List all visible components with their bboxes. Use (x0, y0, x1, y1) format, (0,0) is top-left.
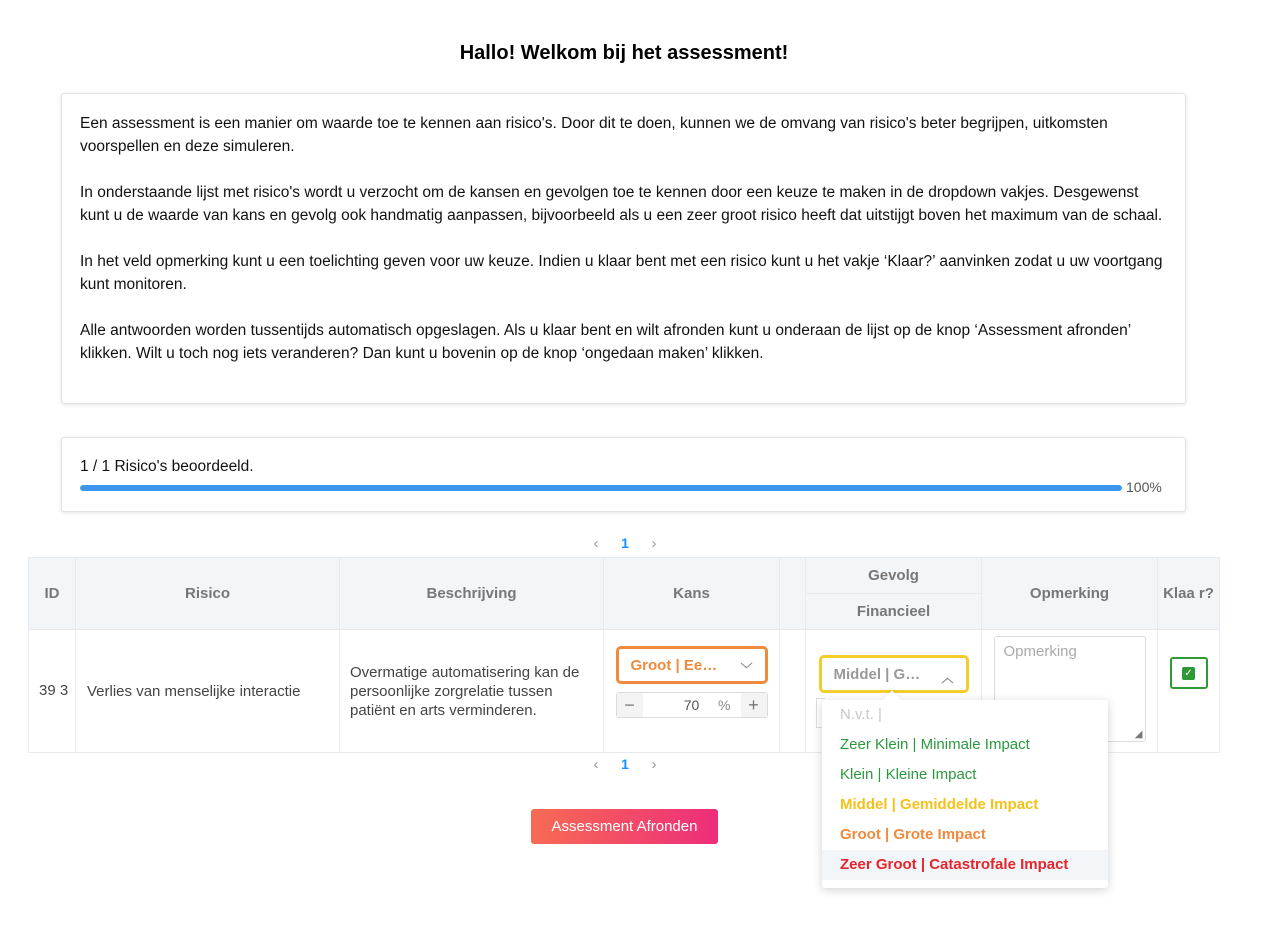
gevolg-select-value: Middel | G… (833, 665, 921, 683)
page-title: Hallo! Welkom bij het assessment! (459, 42, 789, 64)
dropdown-option-nvt: N.v.t. | (840, 706, 882, 723)
dropdown-option-zeer-klein[interactable]: Zeer Klein | Minimale Impact (840, 736, 1030, 753)
gevolg-dropdown-menu (822, 700, 1108, 888)
dropdown-option-groot[interactable]: Groot | Grote Impact (840, 826, 986, 843)
page-number[interactable]: 1 (621, 535, 629, 551)
resize-handle-icon[interactable]: ◢ (1134, 729, 1143, 740)
progress-percent: 100% (1126, 479, 1162, 495)
row-spacer (780, 630, 806, 753)
intro-paragraph-4: Alle antwoorden worden tussentijds automatisch opgeslagen. Als u klaar bent en wilt afronden kunt u onderaan de lijst op de knop ‘Assessment afronden’ klikken. Wilt u toch nog iets veranderen? Dan kunt u bovenin op de knop ‘ongedaan maken’ klikken. (80, 322, 1131, 362)
progress-label: 1 / 1 Risico's beoordeeld. (80, 458, 254, 475)
header-beschrijving: Beschrijving (340, 558, 604, 630)
row-klaar-cell (1158, 630, 1220, 753)
assessment-afronden-button[interactable]: Assessment Afronden (531, 809, 718, 844)
header-risico: Risico (76, 558, 340, 630)
intro-paragraph-1: Een assessment is een manier om waarde toe te kennen aan risico's. Door dit te doen, kunnen we de omvang van risico's beter begrijpen, uitkomsten voorspellen en deze simuleren. (80, 115, 1108, 155)
progress-fill (80, 485, 1122, 491)
pagination-top (590, 534, 660, 552)
intro-paragraph-3: In het veld opmerking kunt u een toelichting geven voor uw keuze. Indien u klaar bent met een risico kunt u het vakje ‘Klaar?’ aanvinken zodat u uw voortgang kunt monitoren. (80, 253, 1163, 293)
header-klaar: Klaa r? (1158, 558, 1220, 630)
header-gevolg: Gevolg (806, 558, 982, 594)
progress-track (80, 485, 1122, 491)
intro-card (61, 93, 1186, 404)
klaar-wrap (1159, 667, 1218, 707)
dropdown-option-klein[interactable]: Klein | Kleine Impact (840, 766, 977, 783)
chevron-left-icon[interactable]: ‹ (593, 534, 599, 552)
page-number[interactable]: 1 (621, 756, 629, 772)
check-icon: ✓ (1182, 667, 1195, 680)
kans-unit: % (718, 697, 731, 713)
chevron-up-icon: ︿ (941, 671, 954, 685)
row-kans-cell (604, 630, 780, 753)
chevron-left-icon[interactable]: ‹ (593, 755, 599, 773)
progress-card (61, 437, 1186, 512)
pagination-bottom (590, 755, 660, 773)
dropdown-option-zeer-groot[interactable]: Zeer Groot | Catastrofale Impact (822, 850, 1108, 880)
row-beschrijving: Overmatige automatisering kan de persoonlijke zorgrelatie tussen patiënt en arts verminderen. (340, 630, 604, 753)
kans-stepper[interactable] (616, 692, 768, 718)
progress-bar (80, 479, 1170, 495)
chevron-right-icon[interactable]: › (651, 755, 657, 773)
header-kans: Kans (604, 558, 780, 630)
kans-select[interactable] (616, 646, 768, 684)
kans-value[interactable]: 70 (683, 697, 700, 713)
minus-icon[interactable]: − (617, 693, 643, 717)
header-id: ID (29, 558, 76, 630)
row-id: 39 3 (29, 630, 76, 753)
row-risico: Verlies van menselijke interactie (76, 630, 340, 753)
plus-icon[interactable]: + (741, 693, 767, 717)
klaar-checkbox[interactable] (1170, 657, 1208, 689)
chevron-right-icon[interactable]: › (651, 534, 657, 552)
dropdown-option-middel[interactable]: Middel | Gemiddelde Impact (840, 796, 1039, 813)
gevolg-select[interactable] (819, 655, 969, 693)
intro-paragraph-2: In onderstaande lijst met risico's wordt u verzocht om de kansen en gevolgen toe te kennen door een keuze te maken in de dropdown vakjes. Desgewenst kunt u de waarde van kans en gevolg ook handmatig aanpassen, bijvoorbeeld als u een zeer groot risico heeft dat uitstijgt boven het maximum van de schaal. (80, 184, 1163, 224)
opmerking-placeholder: Opmerking (1003, 643, 1077, 660)
header-financieel: Financieel (806, 594, 982, 630)
kans-select-value: Groot | Ee… (630, 656, 718, 674)
header-opmerking: Opmerking (982, 558, 1158, 630)
chevron-down-icon: ﹀ (740, 662, 753, 676)
header-spacer (780, 558, 806, 630)
